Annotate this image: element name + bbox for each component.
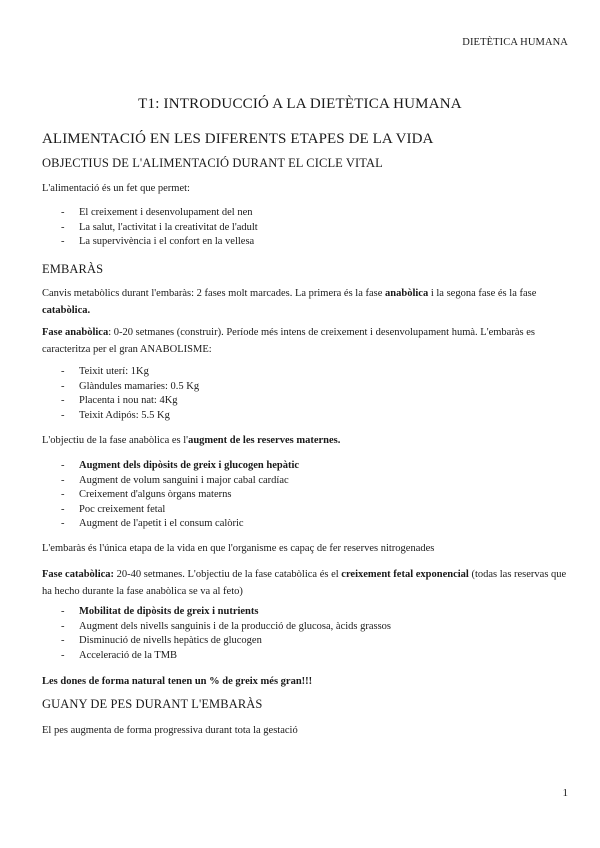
- heading-embaras: EMBARÀS: [42, 262, 104, 276]
- section-heading-alimentacio: ALIMENTACIÓ EN LES DIFERENTS ETAPES DE LA VIDA: [42, 131, 434, 147]
- list-item: - Glàndules mamaries: 0.5 Kg: [42, 380, 568, 395]
- list-item: - Teixit Adipós: 5.5 Kg: [42, 409, 568, 424]
- paragraph-guany-de-pes: El pes augmenta de forma progressiva durant tota la gestació: [42, 725, 298, 736]
- list-item: - Placenta i nou nat: 4Kg: [42, 394, 568, 409]
- page-number: 1: [562, 787, 568, 799]
- paragraph-canvis-metabolics: Canvis metabòlics durant l'embaràs: 2 fases molt marcades. La primera és la fase anabòlica i la segona fase és la fase catabòlica.: [42, 288, 537, 316]
- heading-guany-de-pes: GUANY DE PES DURANT L'EMBARÀS: [42, 697, 263, 711]
- paragraph-reserves-nitrogenades: L'embaràs és l'única etapa de la vida en que l'organisme es capaç de fer reserves nitrogenades: [42, 543, 435, 554]
- intro-paragraph: L'alimentació és un fet que permet:: [42, 183, 190, 194]
- list-item: - Augment dels dipòsits de greix i glucogen hepàtic: [42, 459, 568, 474]
- list-item: - Teixit uterí: 1Kg: [42, 365, 568, 380]
- list-item: - La salut, l'activitat i la creativitat de l'adult: [42, 221, 568, 236]
- list-item: - Augment dels nivells sanguinis i de la producció de glucosa, àcids grassos: [42, 620, 568, 635]
- list-item: - Augment de volum sanguini i major cabal cardíac: [42, 474, 568, 489]
- anabolic-tissue-list: [42, 365, 568, 423]
- paragraph-fase-anabolica: Fase anabòlica: 0-20 setmanes (construir). Període més intens de creixement i desenvolupament humà. L'embaràs es caracteritza per el gran ANABOLISME:: [42, 327, 535, 355]
- list-item: - La supervivència i el confort en la vellesa: [42, 235, 568, 250]
- objectives-list: [42, 206, 568, 250]
- paragraph-objectiu-anabolica: L'objectiu de la fase anabòlica es l'augment de les reserves maternes.: [42, 435, 341, 446]
- paragraph-fase-catabolica: Fase catabòlica: 20-40 setmanes. L'objectiu de la fase catabòlica és el creixement fetal exponencial (todas las reservas que ha hecho durante la fase anabòlica se va al feto): [42, 569, 567, 597]
- list-item: - Augment de l'apetit i el consum calòric: [42, 517, 568, 532]
- paragraph-greix-dones: Les dones de forma natural tenen un % de greix més gran!!!: [42, 676, 313, 687]
- list-item: - Mobilitat de dipòsits de greix i nutrients: [42, 605, 568, 620]
- list-item: - El creixement i desenvolupament del nen: [42, 206, 568, 221]
- catabolic-list: [42, 605, 568, 663]
- list-item: - Disminució de nivells hepàtics de glucogen: [42, 634, 568, 649]
- subheading-objectius: OBJECTIUS DE L'ALIMENTACIÓ DURANT EL CICLE VITAL: [42, 156, 383, 170]
- document-title: T1: INTRODUCCIÓ A LA DIETÈTICA HUMANA: [138, 96, 462, 112]
- reserves-list: [42, 459, 568, 532]
- list-item: - Poc creixement fetal: [42, 503, 568, 518]
- list-item: - Creixement d'alguns òrgans materns: [42, 488, 568, 503]
- running-header: DIETÈTICA HUMANA: [462, 37, 568, 48]
- list-item: - Acceleració de la TMB: [42, 649, 568, 664]
